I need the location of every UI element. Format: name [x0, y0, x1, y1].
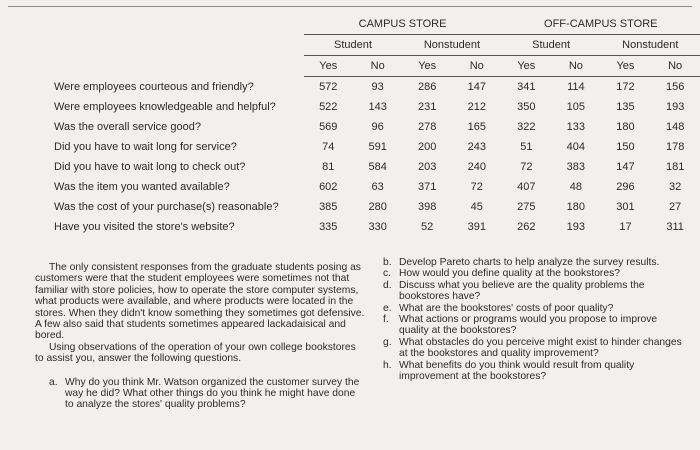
- question-text: Discuss what you believe are the quality problems the bookstores have?: [399, 279, 645, 303]
- no-header: No: [452, 56, 502, 77]
- survey-count: 240: [467, 161, 486, 173]
- offcampus-student-header: Student: [502, 35, 601, 56]
- question-text: What are the bookstores' costs of poor quality?: [399, 302, 614, 314]
- survey-count: 32: [669, 181, 682, 193]
- question-item: [383, 280, 685, 303]
- survey-question: Were employees knowledgeable and helpful?: [54, 101, 276, 113]
- intro-paragraph: The only consistent responses from the graduate students posing as customers were that the student employees were sometimes not that familiar with store policies, how to operate the store computer systems, what products were available, and where products were located in the stores. When they didn't know something they sometimes got defensive. A few also said that students sometimes appeared lackadaisical and bored.: [35, 262, 365, 342]
- yes-header: Yes: [601, 56, 651, 77]
- survey-count: 262: [517, 221, 536, 233]
- yes-header: Yes: [502, 56, 552, 77]
- survey-count: 398: [417, 201, 437, 213]
- survey-count: 341: [517, 81, 536, 93]
- survey-count: 572: [319, 81, 338, 93]
- survey-count: 371: [417, 181, 437, 193]
- campus-nonstudent-header: Nonstudent: [402, 35, 501, 56]
- question-item: [383, 314, 685, 337]
- survey-row: [50, 97, 700, 117]
- survey-question: Was the item you wanted available?: [54, 181, 230, 193]
- survey-count: 275: [517, 201, 536, 213]
- survey-count: 591: [368, 141, 387, 153]
- survey-row: [50, 77, 700, 98]
- survey-table: [50, 14, 700, 237]
- survey-count: 105: [566, 101, 586, 113]
- survey-count: 602: [319, 181, 338, 193]
- survey-count: 385: [319, 201, 338, 213]
- survey-count: 150: [616, 141, 635, 153]
- survey-count: 72: [520, 161, 533, 173]
- question-label: b.: [383, 257, 392, 268]
- question-item: [383, 257, 685, 268]
- question-item: [383, 268, 685, 279]
- question-text: Why do you think Mr. Watson organized the customer survey the way he did? What other things do you think he might have done to analyze the stores' quality problems?: [65, 376, 360, 411]
- instructions-paragraph: Using observations of the operation of your own college bookstores to assist you, answer the following questions.: [35, 341, 356, 365]
- question-label: g.: [383, 336, 392, 348]
- survey-count: 335: [319, 221, 338, 233]
- no-header: No: [650, 56, 700, 77]
- survey-count: 45: [470, 201, 483, 213]
- top-rule: [8, 6, 692, 7]
- question-item: [383, 337, 685, 360]
- survey-count: 243: [467, 141, 486, 153]
- survey-count: 383: [566, 161, 586, 173]
- survey-count: 27: [669, 201, 682, 213]
- survey-count: 63: [371, 181, 384, 193]
- survey-question: Have you visited the store's website?: [54, 221, 235, 233]
- survey-count: 180: [566, 201, 586, 213]
- survey-count: 156: [665, 81, 685, 93]
- question-label: e.: [383, 302, 392, 314]
- survey-count: 522: [319, 101, 338, 113]
- sub-header-row: [50, 35, 700, 56]
- survey-count: 203: [417, 161, 437, 173]
- yes-header: Yes: [304, 56, 353, 77]
- question-a: [35, 377, 365, 411]
- survey-count: 48: [569, 181, 582, 193]
- campus-student-header: Student: [304, 35, 403, 56]
- survey-count: 143: [368, 101, 387, 113]
- question-text: Develop Pareto charts to help analyze the survey results.: [399, 257, 660, 268]
- campus-store-header: CAMPUS STORE: [304, 14, 502, 35]
- survey-question: Did you have to wait long for service?: [54, 141, 237, 153]
- survey-count: 391: [467, 221, 486, 233]
- survey-count: 135: [616, 101, 635, 113]
- survey-question: Did you have to wait long to check out?: [54, 161, 246, 173]
- survey-count: 200: [417, 141, 437, 153]
- no-header: No: [551, 56, 601, 77]
- question-label: f.: [383, 314, 389, 326]
- yes-header: Yes: [402, 56, 452, 77]
- survey-question: Was the overall service good?: [54, 121, 201, 133]
- survey-row: [50, 137, 700, 157]
- question-label: h.: [383, 359, 392, 371]
- survey-count: 72: [470, 181, 483, 193]
- survey-count: 133: [566, 121, 586, 133]
- question-text: What benefits do you think would result from quality improvement at the bookstores?: [399, 359, 635, 383]
- survey-count: 147: [467, 81, 486, 93]
- survey-count: 278: [417, 121, 437, 133]
- survey-count: 212: [467, 101, 486, 113]
- survey-row: [50, 217, 700, 237]
- survey-count: 193: [566, 221, 586, 233]
- right-column-questions: [383, 257, 685, 382]
- survey-count: 148: [665, 121, 685, 133]
- survey-row: [50, 197, 700, 217]
- survey-count: 165: [467, 121, 486, 133]
- question-text: What obstacles do you perceive might exist to hinder changes at the bookstores and quality improvement?: [399, 336, 682, 360]
- survey-row: [50, 157, 700, 177]
- survey-row: [50, 177, 700, 197]
- survey-count: 569: [319, 121, 338, 133]
- survey-count: 280: [368, 201, 387, 213]
- survey-count: 350: [517, 101, 536, 113]
- survey-count: 404: [566, 141, 586, 153]
- survey-count: 51: [520, 141, 533, 153]
- survey-count: 93: [371, 81, 384, 93]
- survey-count: 74: [322, 141, 335, 153]
- survey-count: 301: [616, 201, 635, 213]
- survey-question: Was the cost of your purchase(s) reasonable?: [54, 201, 279, 213]
- offcampus-nonstudent-header: Nonstudent: [601, 35, 700, 56]
- question-label: a.: [49, 376, 58, 388]
- question-text: What actions or programs would you propose to improve quality at the bookstores?: [399, 314, 658, 337]
- survey-count: 114: [567, 81, 585, 93]
- survey-question: Were employees courteous and friendly?: [54, 80, 254, 93]
- survey-row: [50, 117, 700, 137]
- question-label: d.: [383, 279, 392, 291]
- survey-count: 52: [421, 221, 434, 233]
- survey-body: [50, 77, 700, 238]
- survey-count: 81: [322, 161, 335, 173]
- survey-count: 296: [616, 181, 635, 193]
- survey-count: 584: [368, 161, 387, 173]
- no-header: No: [353, 56, 402, 77]
- question-text: How would you define quality at the bookstores?: [399, 268, 620, 280]
- question-label: c.: [383, 268, 392, 280]
- survey-count: 286: [417, 81, 437, 93]
- survey-count: 17: [619, 221, 632, 233]
- survey-count: 407: [517, 181, 536, 193]
- survey-count: 178: [665, 141, 685, 153]
- yes-no-header-row: [50, 56, 700, 77]
- left-column-text: [35, 262, 365, 411]
- group-header-row: [50, 14, 700, 35]
- question-item: [383, 303, 685, 314]
- survey-count: 193: [665, 101, 685, 113]
- survey-count: 172: [616, 81, 635, 93]
- survey-count: 231: [417, 101, 437, 113]
- survey-count: 322: [517, 121, 536, 133]
- question-item: [383, 360, 685, 383]
- off-campus-store-header: OFF-CAMPUS STORE: [502, 14, 700, 35]
- survey-count: 147: [616, 161, 635, 173]
- survey-count: 330: [368, 221, 387, 233]
- survey-count: 311: [666, 221, 684, 233]
- survey-count: 181: [665, 161, 685, 173]
- survey-count: 96: [371, 121, 384, 133]
- survey-count: 180: [616, 121, 635, 133]
